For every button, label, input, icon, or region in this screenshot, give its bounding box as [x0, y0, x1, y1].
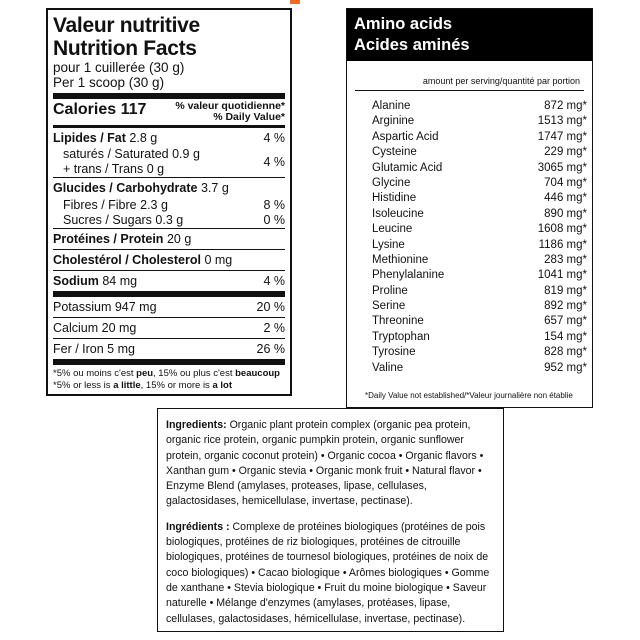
- amino-title-en: Amino acids: [354, 15, 453, 33]
- calories-value: Calories 117: [53, 101, 147, 118]
- amino-header: [347, 9, 592, 61]
- cholesterol-row: Cholestérol / Cholesterol 0 mg: [53, 253, 233, 267]
- amino-acid-row: [372, 314, 587, 329]
- amino-acid-row: [372, 99, 587, 114]
- amino-acid-name: Proline: [372, 284, 408, 297]
- amino-acid-value: 819 mg*: [544, 284, 587, 297]
- orange-accent-mark: [290, 0, 300, 4]
- amino-acid-value: 704 mg*: [544, 176, 587, 189]
- amino-acid-value: 283 mg*: [544, 253, 587, 266]
- amino-acid-value: 154 mg*: [544, 330, 587, 343]
- amino-acid-value: 890 mg*: [544, 207, 587, 220]
- carbohydrate-row: Glucides / Carbohydrate 3.7 g: [53, 180, 229, 195]
- amino-acid-row: [372, 253, 587, 268]
- ingredients-fr: Ingrédients : Complexe de protéines biologiques (protéines de pois biologiques, protéines de riz biologiques, protéines de citrouille biologiques, protéines de tournesol biologiques, protéines de noix de coco biologiques) • Cacao biologique • Arômes biologiques • Gomme de xanthane • Stevia biologique • Fruit du moine biologique • Saveur naturelle • Mélange d'enzymes (amylases, protéases, lipase, cellulases, galactosidases, hémicellulase, invertase, pectinase).: [166, 520, 490, 625]
- amino-title-fr: Acides aminés: [354, 36, 470, 54]
- amino-acid-row: [372, 145, 587, 160]
- amino-acid-value: 952 mg*: [544, 361, 587, 374]
- amino-acid-row: [372, 191, 587, 206]
- amino-acid-row: [372, 238, 587, 253]
- amino-acid-row: [372, 161, 587, 176]
- daily-value-header: % valeur quotidienne* % Daily Value*: [175, 100, 285, 123]
- amino-footnote: *Daily Value not established/*Valeur journalière non établie: [365, 391, 573, 400]
- amino-acid-name: Phenylalanine: [372, 269, 445, 282]
- amino-acid-row: [372, 207, 587, 222]
- amino-acid-value: 229 mg*: [544, 146, 587, 159]
- amino-acid-name: Aspartic Acid: [372, 130, 439, 143]
- amino-acid-name: Arginine: [372, 115, 415, 128]
- amino-acid-row: [372, 130, 587, 145]
- amino-acid-row: [372, 299, 587, 314]
- amino-acid-value: 892 mg*: [544, 300, 587, 313]
- amino-acid-value: 1041 mg*: [537, 269, 587, 282]
- iron-row: Fer / Iron 5 mg 26 %: [53, 342, 285, 356]
- amino-acid-row: [372, 330, 587, 345]
- amino-acid-name: Serine: [372, 300, 406, 313]
- nutrition-title-fr: Valeur nutritive: [53, 14, 200, 37]
- amino-acid-name: Glutamic Acid: [372, 161, 443, 174]
- amino-acid-row: [372, 222, 587, 237]
- amino-subtitle: amount per serving/quantité par portion: [422, 76, 580, 86]
- amino-acid-name: Alanine: [372, 100, 411, 112]
- fibre-row: Fibres / Fibre 2.3 g 8 %: [63, 197, 285, 212]
- amino-acid-name: Tryptophan: [372, 330, 430, 343]
- protein-row: Protéines / Protein 20 g: [53, 232, 192, 246]
- amino-acid-row: [372, 361, 587, 376]
- amino-acid-value: 1608 mg*: [537, 223, 587, 236]
- amino-acid-name: Cysteine: [372, 146, 417, 159]
- amino-acid-name: Methionine: [372, 253, 429, 266]
- amino-acid-value: 872 mg*: [544, 100, 587, 112]
- calories-row: [53, 99, 285, 125]
- amino-acid-list: [372, 99, 587, 376]
- nutrition-footnote: *5% ou moins c'est peu, 15% ou plus c'est beaucoup *5% or less is a little, 15% or more is a lot: [53, 368, 280, 391]
- amino-divider: [355, 90, 584, 91]
- saturated-trans-row: saturés / Saturated 0.9 g + trans / Trans 0 g 4 %: [63, 147, 285, 176]
- amino-acid-row: [372, 114, 587, 129]
- sodium-row: Sodium 84 mg 4 %: [53, 274, 285, 288]
- ingredients-panel: [157, 408, 504, 632]
- amino-acid-name: Tyrosine: [372, 346, 416, 359]
- calcium-row: Calcium 20 mg 2 %: [53, 321, 285, 335]
- amino-acid-name: Histidine: [372, 192, 417, 205]
- amino-acid-value: 3065 mg*: [537, 161, 587, 174]
- amino-acid-row: [372, 176, 587, 191]
- amino-acid-value: 657 mg*: [544, 315, 587, 328]
- amino-acid-value: 1186 mg*: [538, 238, 587, 251]
- amino-acids-panel: [346, 8, 593, 408]
- amino-acid-name: Leucine: [372, 223, 413, 236]
- nutrition-title-en: Nutrition Facts: [53, 37, 197, 60]
- sugars-row: Sucres / Sugars 0.3 g 0 %: [63, 213, 285, 227]
- amino-acid-row: [372, 345, 587, 360]
- amino-acid-name: Glycine: [372, 176, 411, 189]
- amino-acid-value: 1513 mg*: [537, 115, 587, 128]
- amino-acid-name: Valine: [372, 361, 404, 374]
- nutrition-facts-panel: [46, 8, 292, 396]
- fat-row: Lipides / Fat 2.8 g 4 %: [53, 130, 285, 145]
- serving-size-en: Per 1 scoop (30 g): [53, 75, 165, 90]
- amino-acid-row: [372, 268, 587, 283]
- amino-acid-row: [372, 284, 587, 299]
- amino-acid-name: Isoleucine: [372, 207, 424, 220]
- amino-acid-name: Lysine: [372, 238, 405, 251]
- amino-acid-value: 446 mg*: [544, 192, 587, 205]
- potassium-row: Potassium 947 mg 20 %: [53, 300, 285, 314]
- amino-acid-value: 1747 mg*: [537, 130, 587, 143]
- amino-acid-value: 828 mg*: [544, 346, 587, 359]
- amino-acid-name: Threonine: [372, 315, 424, 328]
- serving-size-fr: pour 1 cuillerée (30 g): [53, 60, 185, 75]
- ingredients-en: Ingredients: Organic plant protein complex (organic pea protein, organic rice protein, organic pumpkin protein, organic sunflower protein, organic coconut protein) • Organic cocoa • Organic flavors • Xanthan gum • Organic stevia • Organic monk fruit • Natural flavor • Enzyme Blend (amylases, proteases, lipase, cellulases, galactosidases, hemicellulase, invertase, pectinase).: [166, 419, 484, 508]
